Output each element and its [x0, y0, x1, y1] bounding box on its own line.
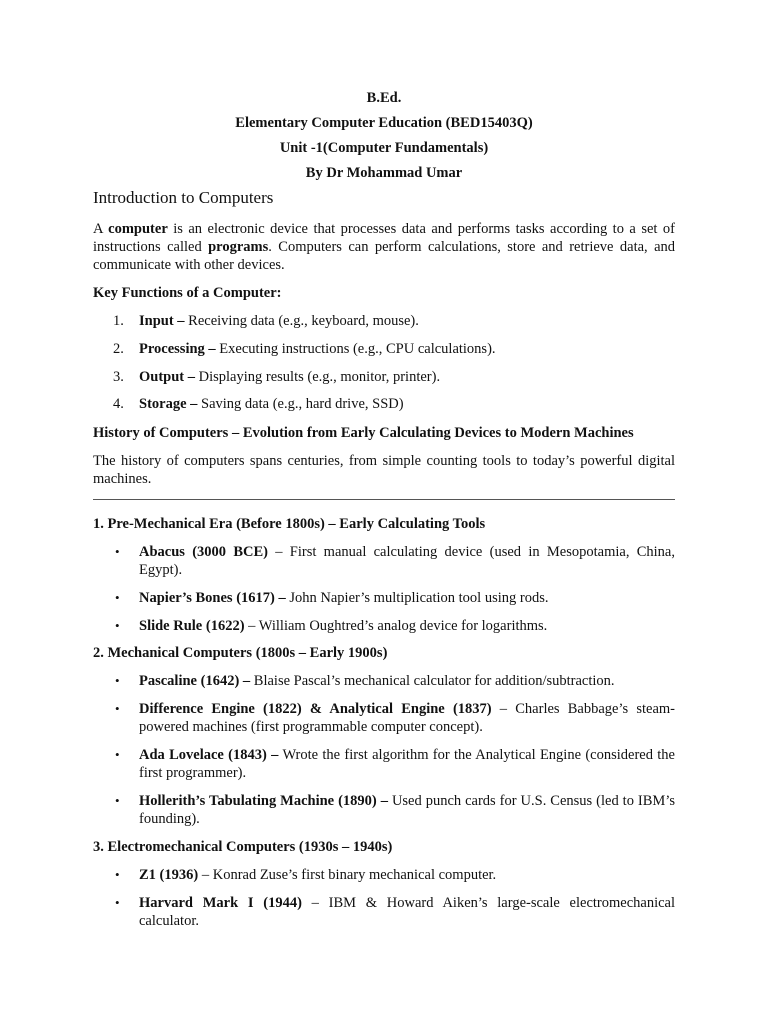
- list-term: Hollerith’s Tabulating Machine (1890) –: [139, 793, 388, 809]
- list-number: 3.: [113, 369, 124, 385]
- list-desc: – Charles Babbage’s steam-powered machines (first programmable computer concept).: [139, 701, 676, 735]
- list-item: [93, 792, 675, 828]
- era-heading-mechanical: 2. Mechanical Computers (1800s – Early 1900s): [93, 645, 388, 661]
- unit-title: Unit -1(Computer Fundamentals): [279, 140, 489, 156]
- list-desc: Blaise Pascal’s mechanical calculator for addition/subtraction.: [250, 673, 615, 689]
- list-desc: Displaying results (e.g., monitor, printer).: [195, 369, 441, 385]
- author-line: By Dr Mohammad Umar: [305, 165, 463, 181]
- list-number: 4.: [113, 396, 124, 412]
- list-desc: Receiving data (e.g., keyboard, mouse).: [184, 313, 419, 329]
- list-number: 1.: [113, 313, 124, 329]
- intro-text: A: [93, 221, 109, 237]
- list-item: [113, 312, 673, 330]
- list-term: Input –: [139, 313, 185, 329]
- list-item: [93, 589, 675, 607]
- course-title: Elementary Computer Education (BED15403Q): [235, 115, 533, 131]
- list-number: 2.: [113, 341, 124, 357]
- list-desc: – First manual calculating device (used in Mesopotamia, China, Egypt).: [139, 544, 675, 578]
- list-desc: Used punch cards for U.S. Census (led to IBM’s founding).: [139, 793, 675, 827]
- list-term: Slide Rule (1622): [139, 618, 245, 634]
- list-term: Pascaline (1642) –: [139, 673, 251, 689]
- list-item: [93, 672, 675, 690]
- list-term: Abacus (3000 BCE): [139, 544, 268, 560]
- list-term: Harvard Mark I (1944): [139, 895, 302, 911]
- bullet-icon: •: [115, 701, 120, 716]
- list-term: Storage –: [139, 396, 198, 412]
- list-item: [93, 617, 675, 635]
- bullet-icon: •: [115, 590, 120, 605]
- list-item: [93, 894, 675, 930]
- list-term: Output –: [139, 369, 196, 385]
- section-title-introduction: Introduction to Computers: [93, 188, 274, 207]
- course-level: B.Ed.: [366, 90, 402, 106]
- bullet-icon: •: [115, 747, 120, 762]
- list-desc: Wrote the first algorithm for the Analytical Engine (considered the first programmer).: [139, 747, 675, 781]
- list-item: [113, 368, 673, 386]
- list-term: Difference Engine (1822) & Analytical Engine (1837): [139, 701, 492, 717]
- list-desc: – Konrad Zuse’s first binary mechanical computer.: [198, 867, 497, 883]
- list-term: Processing –: [139, 341, 216, 357]
- history-heading: History of Computers – Evolution from Early Calculating Devices to Modern Machines: [93, 425, 634, 441]
- bullet-icon: •: [115, 793, 120, 808]
- bullet-icon: •: [115, 867, 120, 882]
- list-desc: John Napier’s multiplication tool using rods.: [285, 590, 549, 606]
- bullet-icon: •: [115, 618, 120, 633]
- era-heading-electromechanical: 3. Electromechanical Computers (1930s – 1940s): [93, 839, 393, 855]
- era-heading-pre-mechanical: 1. Pre-Mechanical Era (Before 1800s) – Early Calculating Tools: [93, 516, 486, 532]
- list-term: Ada Lovelace (1843) –: [139, 747, 279, 763]
- key-functions-heading: Key Functions of a Computer:: [93, 285, 282, 301]
- bullet-icon: •: [115, 673, 120, 688]
- horizontal-divider: [93, 499, 675, 500]
- list-desc: Executing instructions (e.g., CPU calculations).: [215, 341, 496, 357]
- list-item: [113, 395, 673, 413]
- intro-text: . Computers can perform calculations, store and retrieve data, and communicate with other devices.: [93, 239, 676, 273]
- intro-paragraph: [93, 220, 675, 274]
- list-item: [113, 340, 673, 358]
- bullet-icon: •: [115, 544, 120, 559]
- list-item: [93, 866, 675, 884]
- intro-term-computer: computer: [108, 221, 168, 237]
- intro-text: is an electronic device that processes data and performs tasks according to a set of instructions called: [93, 221, 676, 255]
- list-term: Napier’s Bones (1617) –: [139, 590, 286, 606]
- list-item: [93, 543, 675, 579]
- list-desc: – IBM & Howard Aiken’s large-scale electromechanical calculator.: [139, 895, 676, 929]
- list-desc: Saving data (e.g., hard drive, SSD): [197, 396, 404, 412]
- list-desc: – William Oughtred’s analog device for logarithms.: [244, 618, 548, 634]
- list-item: [93, 746, 675, 782]
- bullet-icon: •: [115, 895, 120, 910]
- intro-term-programs: programs: [208, 239, 269, 255]
- list-term: Z1 (1936): [139, 867, 199, 883]
- history-paragraph: The history of computers spans centuries, from simple counting tools to today’s powerful digital machines.: [93, 453, 675, 487]
- list-item: [93, 700, 675, 736]
